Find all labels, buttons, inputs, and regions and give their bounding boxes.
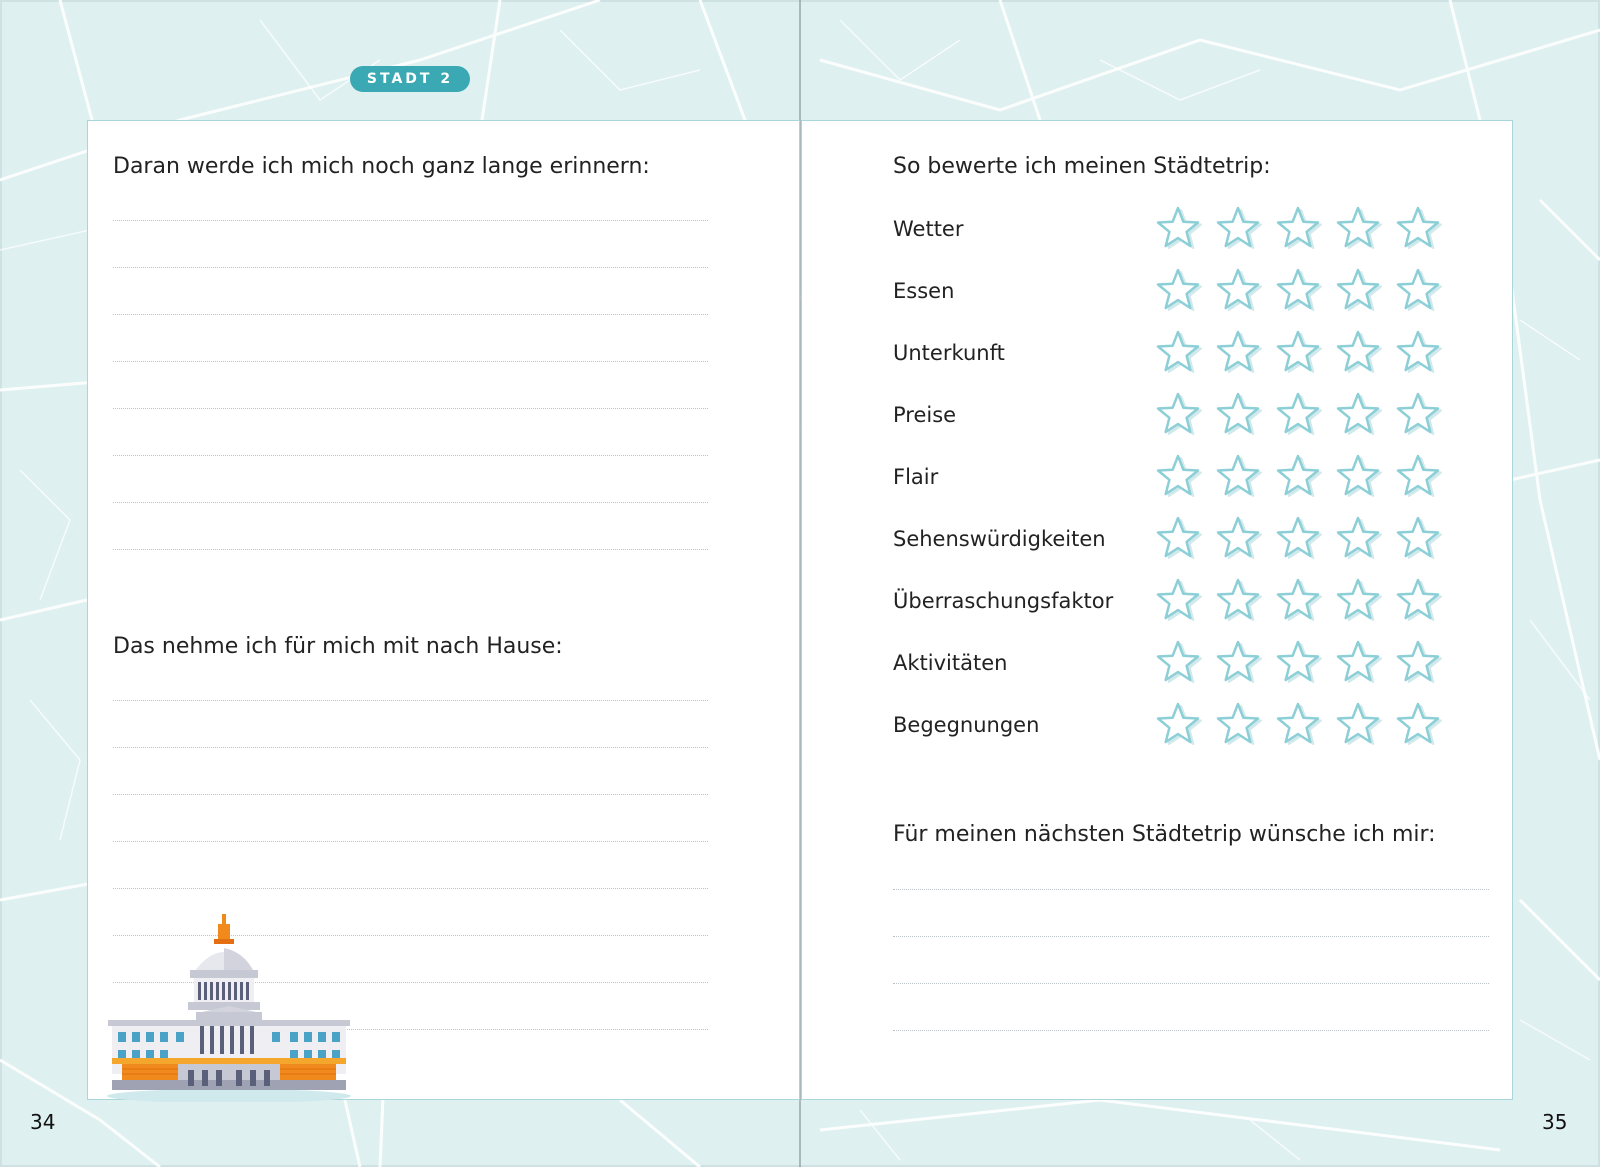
rating-row [893, 206, 1453, 252]
star-outline-icon[interactable] [1333, 268, 1385, 314]
writing-line[interactable] [113, 220, 708, 221]
writing-line[interactable] [113, 455, 708, 456]
star-outline-icon[interactable] [1273, 640, 1325, 686]
star-outline-icon[interactable] [1213, 516, 1265, 562]
rating-heading: So bewerte ich meinen Städtetrip: [893, 154, 1271, 179]
star-outline-icon[interactable] [1393, 578, 1445, 624]
star-outline-icon[interactable] [1273, 268, 1325, 314]
star-outline-icon[interactable] [1393, 330, 1445, 376]
star-outline-icon[interactable] [1213, 702, 1265, 748]
star-outline-icon[interactable] [1393, 206, 1445, 252]
star-outline-icon[interactable] [1333, 392, 1385, 438]
star-rating [1153, 268, 1453, 314]
rating-label: Preise [893, 403, 957, 427]
rating-row [893, 516, 1453, 562]
star-outline-icon[interactable] [1393, 392, 1445, 438]
rating-label: Essen [893, 279, 955, 303]
city-tag: STADT 2 [350, 66, 470, 92]
rating-row [893, 454, 1453, 500]
star-rating [1153, 578, 1453, 624]
star-outline-icon[interactable] [1273, 702, 1325, 748]
writing-line[interactable] [113, 794, 708, 795]
rating-row [893, 640, 1453, 686]
writing-line[interactable] [113, 408, 708, 409]
star-outline-icon[interactable] [1213, 392, 1265, 438]
rating-label: Begegnungen [893, 713, 1040, 737]
star-outline-icon[interactable] [1153, 268, 1205, 314]
rating-row [893, 702, 1453, 748]
star-rating [1153, 454, 1453, 500]
star-outline-icon[interactable] [1273, 206, 1325, 252]
star-outline-icon[interactable] [1393, 640, 1445, 686]
star-rating [1153, 330, 1453, 376]
star-outline-icon[interactable] [1393, 268, 1445, 314]
star-outline-icon[interactable] [1333, 702, 1385, 748]
capitol-building-icon [104, 912, 354, 1102]
star-outline-icon[interactable] [1393, 516, 1445, 562]
star-outline-icon[interactable] [1333, 206, 1385, 252]
rating-row [893, 392, 1453, 438]
writing-line[interactable] [113, 502, 708, 503]
star-outline-icon[interactable] [1153, 330, 1205, 376]
star-outline-icon[interactable] [1273, 454, 1325, 500]
star-rating [1153, 702, 1453, 748]
takeaway-heading: Das nehme ich für mich mit nach Hause: [113, 634, 563, 659]
star-outline-icon[interactable] [1213, 268, 1265, 314]
rating-label: Überraschungsfaktor [893, 589, 1114, 613]
star-outline-icon[interactable] [1153, 578, 1205, 624]
writing-line[interactable] [113, 549, 708, 550]
star-outline-icon[interactable] [1153, 392, 1205, 438]
writing-line[interactable] [893, 936, 1489, 937]
wish-heading: Für meinen nächsten Städtetrip wünsche ich mir: [893, 822, 1436, 847]
rating-row [893, 578, 1453, 624]
star-outline-icon[interactable] [1273, 578, 1325, 624]
star-outline-icon[interactable] [1393, 454, 1445, 500]
star-outline-icon[interactable] [1273, 392, 1325, 438]
star-outline-icon[interactable] [1333, 640, 1385, 686]
star-outline-icon[interactable] [1153, 516, 1205, 562]
star-outline-icon[interactable] [1153, 206, 1205, 252]
star-rating [1153, 516, 1453, 562]
star-outline-icon[interactable] [1273, 516, 1325, 562]
page-number-left: 34 [30, 1110, 56, 1134]
writing-line[interactable] [113, 314, 708, 315]
star-outline-icon[interactable] [1153, 702, 1205, 748]
writing-line[interactable] [113, 700, 708, 701]
rating-label: Flair [893, 465, 939, 489]
star-outline-icon[interactable] [1273, 330, 1325, 376]
page-number-right: 35 [1542, 1110, 1568, 1134]
star-rating [1153, 206, 1453, 252]
rating-label: Wetter [893, 217, 964, 241]
star-outline-icon[interactable] [1333, 330, 1385, 376]
star-outline-icon[interactable] [1213, 640, 1265, 686]
memories-heading: Daran werde ich mich noch ganz lange erinnern: [113, 154, 650, 179]
writing-line[interactable] [113, 361, 708, 362]
writing-line[interactable] [893, 983, 1489, 984]
star-outline-icon[interactable] [1213, 206, 1265, 252]
star-rating [1153, 392, 1453, 438]
rating-label: Unterkunft [893, 341, 1005, 365]
writing-line[interactable] [113, 267, 708, 268]
star-outline-icon[interactable] [1213, 454, 1265, 500]
writing-line[interactable] [113, 841, 708, 842]
star-rating [1153, 640, 1453, 686]
star-outline-icon[interactable] [1333, 578, 1385, 624]
star-outline-icon[interactable] [1333, 516, 1385, 562]
star-outline-icon[interactable] [1333, 454, 1385, 500]
writing-line[interactable] [113, 747, 708, 748]
rating-label: Aktivitäten [893, 651, 1008, 675]
star-outline-icon[interactable] [1153, 640, 1205, 686]
star-outline-icon[interactable] [1213, 578, 1265, 624]
star-outline-icon[interactable] [1213, 330, 1265, 376]
rating-label: Sehenswürdigkeiten [893, 527, 1106, 551]
rating-row [893, 330, 1453, 376]
rating-row [893, 268, 1453, 314]
star-outline-icon[interactable] [1393, 702, 1445, 748]
writing-line[interactable] [893, 1030, 1489, 1031]
writing-line[interactable] [893, 889, 1489, 890]
writing-line[interactable] [113, 888, 708, 889]
star-outline-icon[interactable] [1153, 454, 1205, 500]
